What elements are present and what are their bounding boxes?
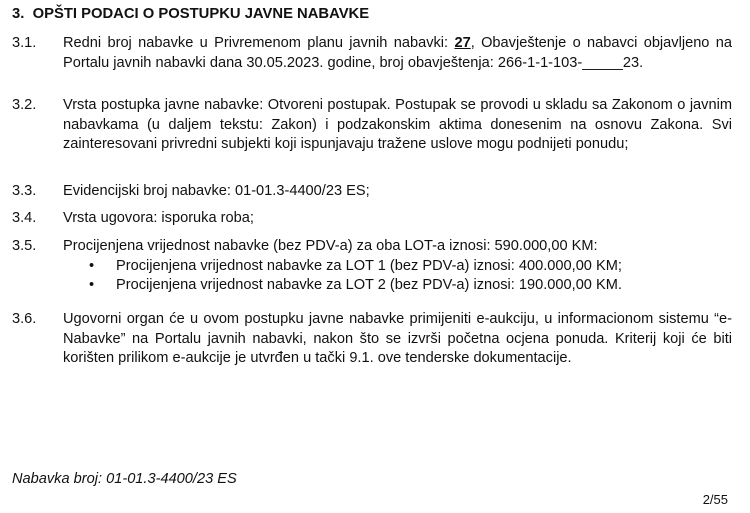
procurement-number-footer: Nabavka broj: 01-01.3-4400/23 ES	[12, 471, 237, 487]
item-text-post: , Obavještenje o nabavci objavljeno na Portalu javnih nabavki dana 30.05.2023. godine, broj obavještenja: 266-1-1-103-_____23.	[63, 35, 732, 71]
section-number: 3.	[12, 6, 25, 22]
item-text: Vrsta postupka javne nabavke: Otvoreni postupak. Postupak se provodi u skladu sa Zakonom o javnim nabavkama (u daljem tekstu: Zakon) i podzakonskim aktima donesenim na osnovu Zakona. Svi zainteresovani privredni subjekti koji ispunjavaju tražene uslove mogu podnijeti ponudu;	[63, 97, 732, 152]
item-content	[63, 237, 732, 296]
item-text: Procijenjena vrijednost nabavke (bez PDV-a) za oba LOT-a iznosi: 590.000,00 KM:	[63, 238, 598, 254]
plan-number: 27	[454, 35, 471, 51]
item-3-1	[12, 34, 732, 73]
item-number: 3.6.	[12, 311, 37, 327]
item-number: 3.3.	[12, 183, 37, 199]
item-3-5	[12, 237, 732, 296]
item-number: 3.5.	[12, 238, 37, 254]
item-number: 3.4.	[12, 210, 37, 226]
item-3-4	[12, 209, 732, 229]
item-number: 3.2.	[12, 97, 37, 113]
section-title: OPŠTI PODACI O POSTUPKU JAVNE NABAVKE	[32, 6, 370, 22]
item-text: Vrsta ugovora: isporuka roba;	[63, 210, 254, 226]
section-heading	[12, 5, 369, 25]
item-text-pre: Redni broj nabavke u Privremenom planu javnih nabavki:	[63, 35, 455, 51]
item-3-2	[12, 96, 732, 155]
item-number: 3.1.	[12, 35, 37, 51]
lot-list	[63, 257, 732, 296]
item-3-6	[12, 310, 732, 369]
item-text: Evidencijski broj nabavke: 01-01.3-4400/23 ES;	[63, 183, 370, 199]
item-3-3	[12, 182, 732, 202]
item-text: Ugovorni organ će u ovom postupku javne nabavke primijeniti e-aukciju, u informacionom sistemu “e-Nabavke” na Portalu javnih nabavki, nakon što se izvrši početna ocjena ponuda. Kriterij koji će biti korišten prilikom e-aukcije je utvrđen u tački 9.1. ove tenderske dokumentacije.	[63, 311, 732, 366]
item-text	[63, 34, 732, 73]
lot-item: • Procijenjena vrijednost nabavke za LOT 2 (bez PDV-a) iznosi: 190.000,00 KM.	[63, 276, 732, 296]
lot-item: • Procijenjena vrijednost nabavke za LOT 1 (bez PDV-a) iznosi: 400.000,00 KM;	[63, 257, 732, 277]
page-number: 2/55	[702, 492, 728, 507]
